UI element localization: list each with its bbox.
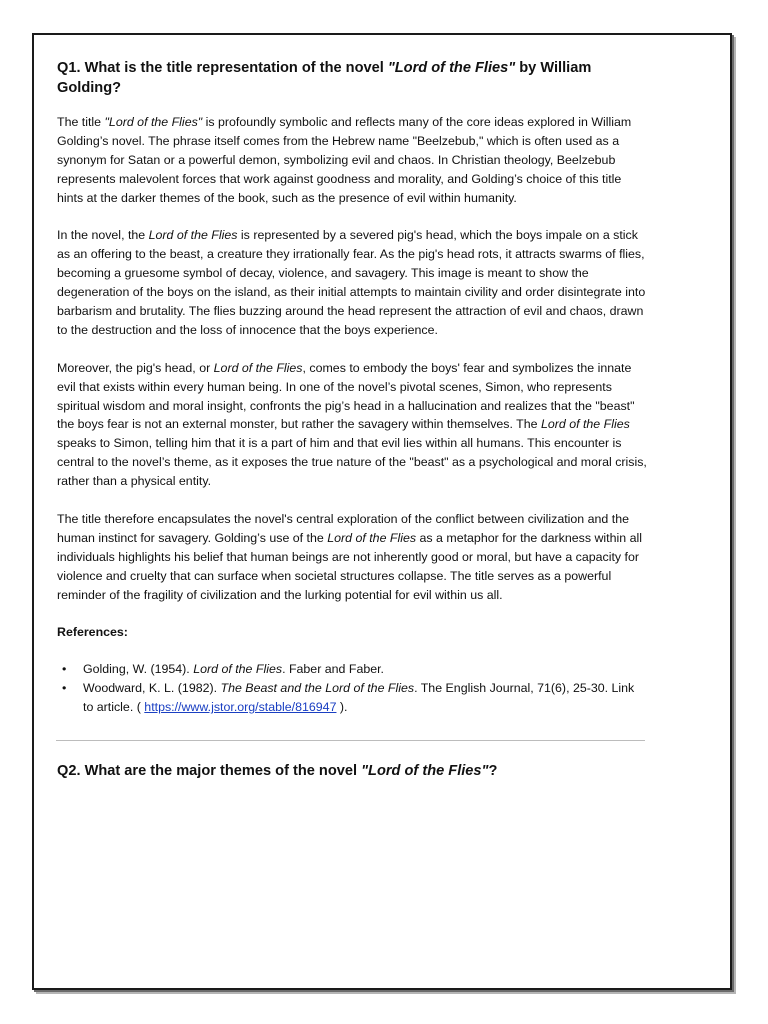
document-content (57, 58, 647, 796)
q1-paragraph-2: In the novel, the Lord of the Flies is represented by a severed pig's head, which the boys impale on a stick as an offering to the beast, a creature they irrationally fear. As the pig's head rots, it attracts swarms of flies, becoming a gruesome symbol of decay, violence, and savagery. This image is meant to show the degeneration of the boys on the island, as their initial attempts to maintain civility and order disintegrate into barbarism and brutality. The flies buzzing around the head represent the attraction of evil and chaos, drawn to the destruction and the loss of innocence that the boys experience. (57, 228, 646, 337)
q2-heading: Q2. What are the major themes of the novel "Lord of the Flies"? (57, 763, 498, 780)
q1-paragraph-3: Moreover, the pig's head, or Lord of the Flies, comes to embody the boys' fear and symbolizes the innate evil that exists within every human being. In one of the novel’s pivotal scenes, Simon, who represents spiritual wisdom and moral insight, confronts the pig’s head in a hallucination and realizes that the "beast" the boys fear is not an external monster, but rather the savagery within themselves. The Lord of the Flies speaks to Simon, telling him that it is a part of him and that evil lies within all humans. This encounter is central to the novel’s theme, as it exposes the true nature of the "beast" as a psychological and moral crisis, rather than a physical entity. (57, 360, 647, 489)
references-heading: References: (57, 625, 128, 640)
q1-heading: Q1. What is the title representation of the novel "Lord of the Flies" by William Golding? (57, 60, 592, 96)
q1-paragraph-4: The title therefore encapsulates the novel's central exploration of the conflict between civilization and the human instinct for savagery. Golding’s use of the Lord of the Flies as a metaphor for the darkness within all individuals highlights his belief that human beings are not inherently good or moral, but have a capacity for violence and cruelty that can surface when societal structures collapse. The title serves as a powerful reminder of the fragility of civilization and the lurking potential for evil within us all. (57, 511, 642, 602)
q1-paragraph-1: The title "Lord of the Flies" is profoundly symbolic and reflects many of the core ideas explored in William Golding’s novel. The phrase itself comes from the Hebrew name "Beelzebub," which is often used as a synonym for Satan or a powerful demon, symbolizing evil and chaos. In Christian theology, Beelzebub represents malevolent forces that work against goodness and morality, and Golding’s choice of this title hints at the darker themes of the book, such as the presence of evil within humanity. (57, 115, 632, 205)
references-list (57, 660, 647, 717)
jstor-link[interactable]: https://www.jstor.org/stable/816947 (144, 700, 337, 715)
reference-item: • Golding, W. (1954). Lord of the Flies. Faber and Faber. (83, 660, 647, 679)
section-divider (56, 740, 645, 741)
reference-item: • Woodward, K. L. (1982). The Beast and the Lord of the Flies. The English Journal, 71(6), 25-30. Link to article. ( https://www.jstor.org/stable/816947 ). (83, 679, 647, 717)
